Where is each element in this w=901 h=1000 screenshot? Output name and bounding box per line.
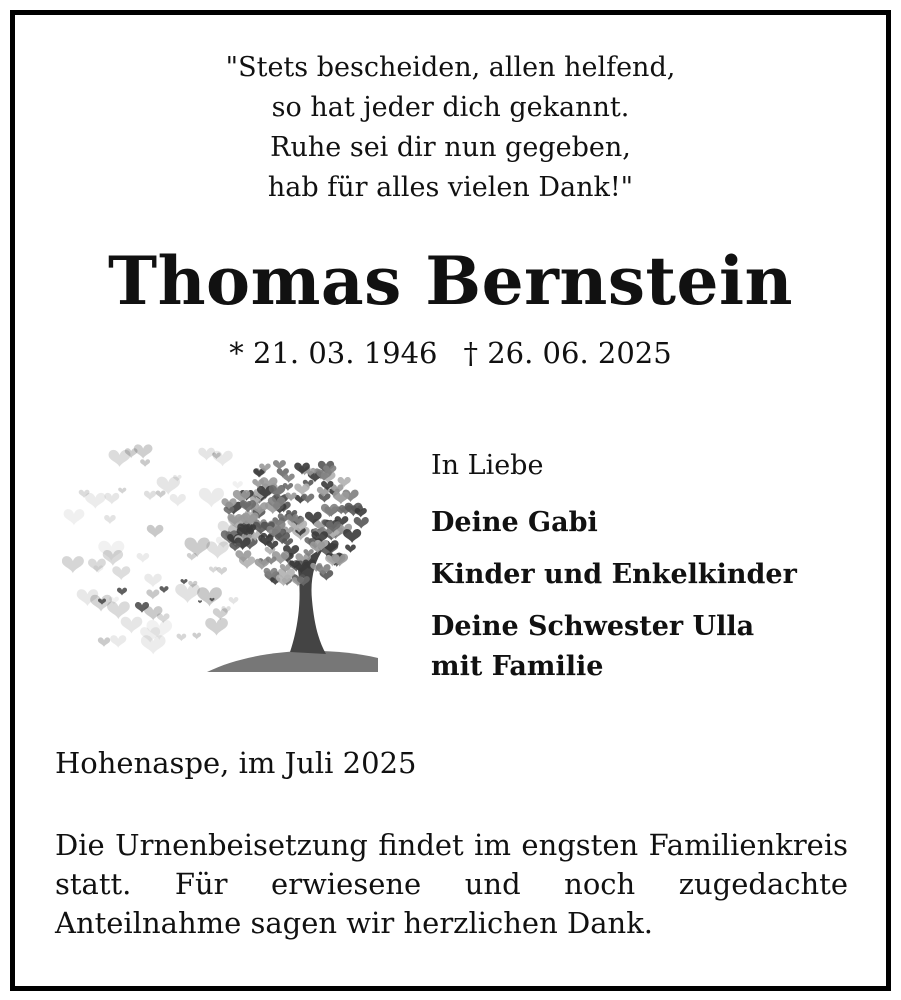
heart-shape [98,637,110,647]
heart-shape [197,587,222,606]
heart-shape [192,633,201,640]
heart-shape [213,451,233,467]
poem-line: hab für alles vielen Dank!" [267,172,634,203]
life-dates [0,336,901,370]
heart-shape [205,618,228,636]
heart-shape [112,566,130,580]
heart-shape [333,492,349,505]
heart-shape [177,634,187,642]
heart-shape [64,509,85,525]
tree-crown [221,460,369,586]
heart-shape [209,566,218,573]
heart-shape [159,586,168,593]
heart-shape [199,488,224,507]
heart-shape [117,588,127,596]
heart-shape [282,538,293,547]
heart-shape [273,460,286,470]
poem-line: so hat jeder dich gekannt. [271,92,630,123]
heart-shape [156,490,166,498]
heart-shape [345,545,356,553]
heart-shape [146,589,159,599]
heart-shape [137,553,150,563]
mourners-intro: In Liebe [431,450,544,481]
heart-shape [175,584,200,603]
heart-shape [233,481,243,489]
heart-shape [343,529,361,543]
heart-shape [104,493,119,504]
funeral-notice: Die Urnenbeisetzung findet im engsten Familienkreis statt. Für erwiesene und noch zugedachte Anteilnahme sagen wir herzlichen Dank. [55,828,848,940]
heart-shape [62,556,84,573]
heart-shape [321,504,338,517]
heart-shape [140,459,150,467]
heart-shape [118,488,126,494]
mourner-line: mit Familie [431,651,604,682]
heart-shape [147,525,164,538]
heart-tree-icon [62,440,382,680]
heart-shape [144,574,161,588]
heart-shape [180,579,187,584]
place-date: Hohenaspe, im Juli 2025 [55,746,417,780]
heart-shape [216,567,227,575]
memorial-poem [0,48,901,208]
heart-shape [110,635,126,647]
heart-shape [121,617,143,634]
mourner-line: Kinder und Enkelkinder [431,559,797,590]
scattered-hearts [62,444,253,654]
heart-shape [354,517,369,529]
mourner-line: Deine Gabi [431,507,598,538]
poem-line: Ruhe sei dir nun gegeben, [270,132,631,163]
birth-date: * 21. 03. 1946 [229,336,438,370]
heart-shape [107,601,130,619]
heart-shape [283,474,295,483]
deceased-name: Thomas Bernstein [107,242,794,320]
hill [207,651,378,672]
heart-shape [104,515,116,524]
heart-shape [134,444,153,458]
heart-shape [198,600,202,603]
heart-shape [170,494,186,507]
poem-line: "Stets bescheiden, allen helfend, [225,52,676,83]
heart-shape [144,491,156,500]
heart-shape [229,597,239,605]
heart-shape [294,483,309,495]
mourner-line: Deine Schwester Ulla [431,611,755,642]
mourners-block [431,450,797,687]
heart-shape [85,493,106,509]
heart-shape [301,494,314,504]
death-date: † 26. 06. 2025 [463,336,672,370]
